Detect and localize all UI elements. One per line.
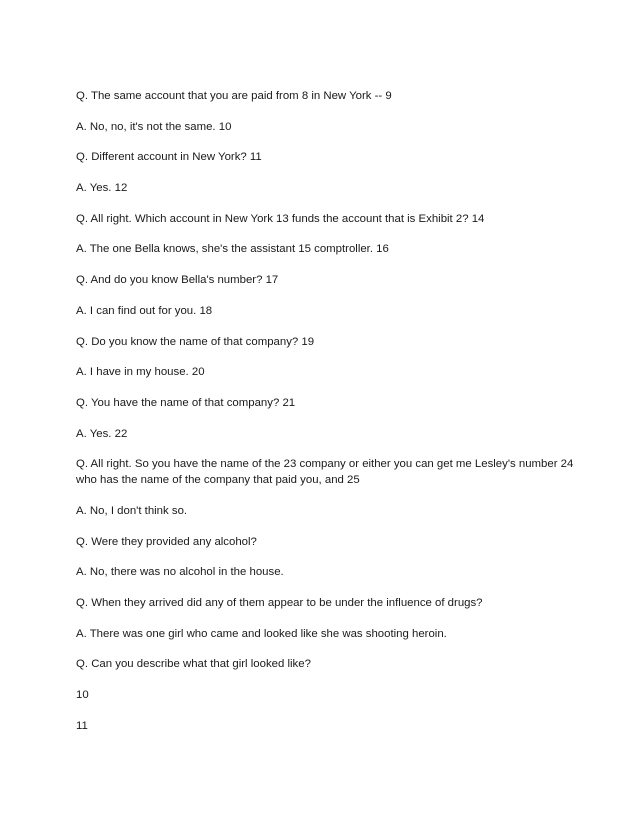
transcript-line: A. Yes. 12: [76, 182, 128, 195]
transcript-line: A. I can find out for you. 18: [76, 304, 213, 317]
transcript-line: A. Yes. 22: [76, 427, 128, 440]
transcript-line: Q. Do you know the name of that company? 19: [76, 335, 315, 348]
transcript-lines: [76, 88, 576, 748]
transcript-line: A. The one Bella knows, she's the assistant 15 comptroller. 16: [76, 243, 389, 256]
transcript-line: A. There was one girl who came and looked like she was shooting heroin.: [76, 627, 447, 640]
transcript-line: Q. Were they provided any alcohol?: [76, 535, 257, 548]
transcript-line: A. No, there was no alcohol in the house.: [76, 566, 284, 579]
transcript-line: Q. You have the name of that company? 21: [76, 396, 296, 409]
transcript-line: A. I have in my house. 20: [76, 366, 205, 379]
transcript-line: Q. When they arrived did any of them appear to be under the influence of drugs?: [76, 597, 483, 609]
page-line-number: 10: [76, 689, 89, 702]
transcript-line: Q. And do you know Bella's number? 17: [76, 274, 279, 287]
transcript-line: Q. All right. Which account in New York 13 funds the account that is Exhibit 2? 14: [76, 212, 485, 225]
transcript-line: Q. Can you describe what that girl looked like?: [76, 658, 311, 671]
transcript-line: Q. All right. So you have the name of the 23 company or either you can get me Lesley's number 24 who has the name of the company that paid you, and 25: [76, 458, 574, 487]
page-line-number: 11: [76, 719, 88, 732]
transcript-line: A. No, I don't think so.: [76, 504, 188, 517]
transcript-line: A. No, no, it's not the same. 10: [76, 120, 232, 133]
transcript-line: Q. Different account in New York? 11: [76, 151, 262, 164]
transcript-line: Q. The same account that you are paid from 8 in New York -- 9: [76, 90, 392, 102]
